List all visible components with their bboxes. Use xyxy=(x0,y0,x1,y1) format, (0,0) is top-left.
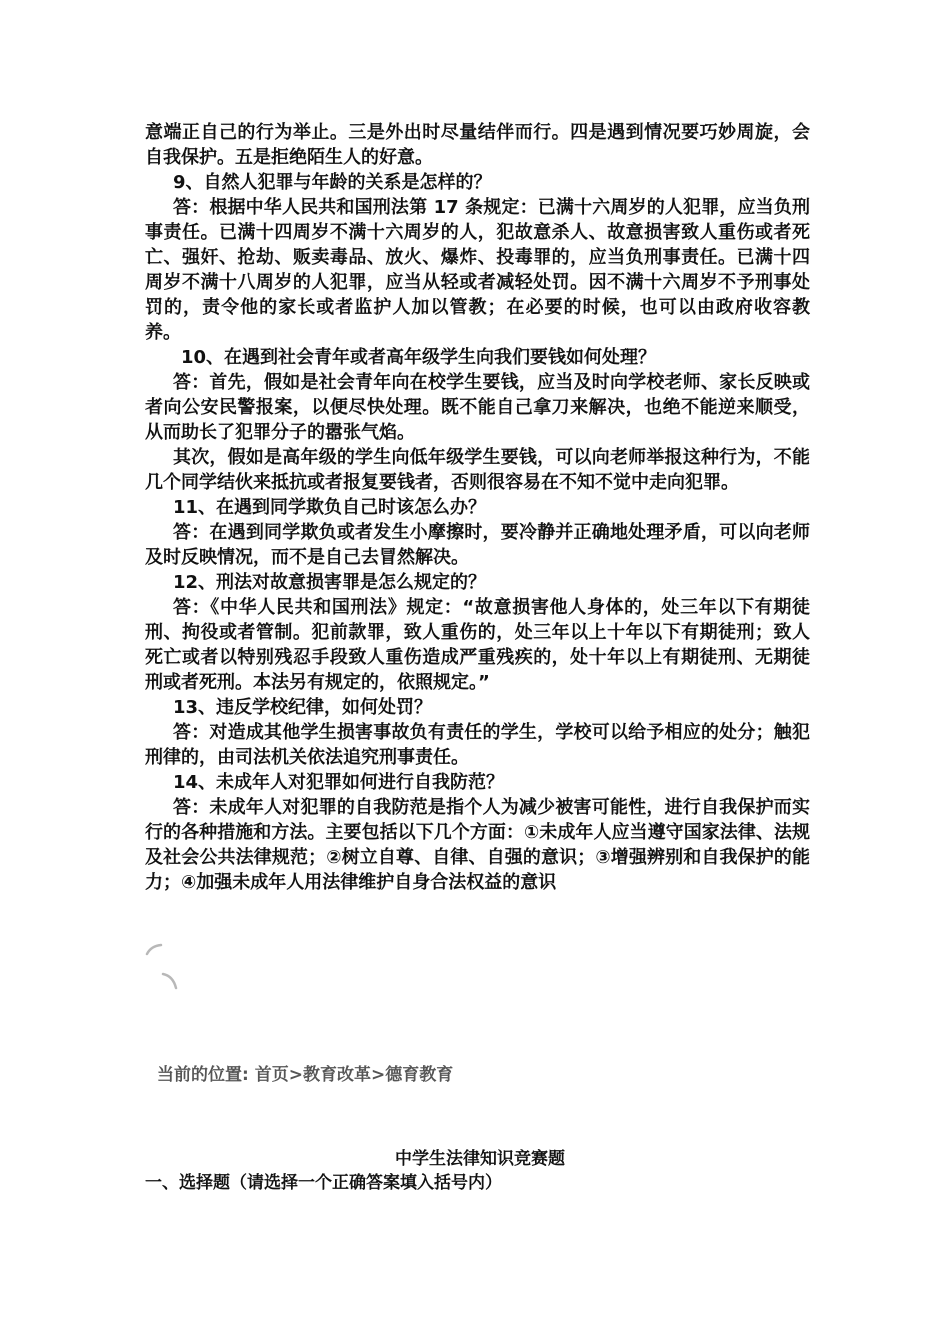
answer-9: 答：根据中华人民共和国刑法第 17 条规定：已满十六周岁的人犯罪，应当负刑事责任。已满十四周岁不满十六周岁的人，犯故意杀人、故意损害致人重伤或者死亡、强奸、抢劫、贩卖毒品、放火、爆炸、投毒罪的，应当负刑事责任。已满十四周岁不满十八周岁的人犯罪，应当从轻或者减轻处罚。因不满十六周岁不予刑事处罚的，责令他的家长或者监护人加以管教；在必要的时候，也可以由政府收容教养。 xyxy=(145,197,810,343)
answer-11: 答：在遇到同学欺负或者发生小摩擦时，要冷静并正确地处理矛盾，可以向老师及时反映情况，而不是自己去冒然解决。 xyxy=(145,522,810,568)
breadcrumb: 当前的位置: 首页>教育改革>德育教育 xyxy=(157,1065,454,1085)
question-13: 13、违反学校纪律，如何处罚？ xyxy=(173,697,433,718)
question-9: 9、自然人犯罪与年龄的关系是怎样的？ xyxy=(173,172,492,193)
paragraph-continuation: 意端正自己的行为举止。三是外出时尽量结伴而行。四是遇到情况要巧妙周旋，会自我保护。五是拒绝陌生人的好意。 xyxy=(145,122,810,168)
answer-12: 答：《中华人民共和国刑法》规定：“故意损害他人身体的，处三年以下有期徒刑、拘役或者管制。犯前款罪，致人重伤的，处三年以上十年以下有期徒刑；致人死亡或者以特别残忍手段致人重伤造成严重残疾的，处十年以上有期徒刑、无期徒刑或者死刑。本法另有规定的，依照规定。” xyxy=(145,597,810,693)
question-14: 14、未成年人对犯罪如何进行自我防范？ xyxy=(173,772,505,793)
answer-13: 答：对造成其他学生损害事故负有责任的学生，学校可以给予相应的处分；触犯刑律的，由司法机关依法追究刑事责任。 xyxy=(145,722,810,768)
page-title-text: 中学生法律知识竞赛题 xyxy=(395,1149,565,1169)
question-10: 10、在遇到社会青年或者高年级学生向我们要钱如何处理？ xyxy=(181,347,657,368)
page-title xyxy=(0,1147,950,1171)
question-11: 11、在遇到同学欺负自己时该怎么办？ xyxy=(173,497,487,518)
answer-14: 答：未成年人对犯罪的自我防范是指个人为减少被害可能性，进行自我保护而实行的各种措施和方法。主要包括以下几个方面：①未成年人应当遵守国家法律、法规及社会公共法律规范；②树立自尊、自律、自强的意识；③增强辨别和自我保护的能力；④加强未成年人用法律维护自身合法权益的意识 xyxy=(145,797,810,893)
answer-10-part-1: 答：首先，假如是社会青年向在校学生要钱，应当及时向学校老师、家长反映或者向公安民警报案，以便尽快处理。既不能自己拿刀来解决，也绝不能逆来顺受，从而助长了犯罪分子的嚣张气焰。 xyxy=(145,372,810,443)
answer-10-part-2: 其次，假如是高年级的学生向低年级学生要钱，可以向老师举报这种行为，不能几个同学结伙来抵抗或者报复要钱者，否则很容易在不知不觉中走向犯罪。 xyxy=(145,447,810,493)
document-body xyxy=(145,120,810,895)
corner-mark-icon xyxy=(143,942,183,992)
question-12: 12、刑法对故意损害罪是怎么规定的？ xyxy=(173,572,487,593)
section-heading: 一、选择题（请选择一个正确答案填入括号内） xyxy=(145,1173,502,1193)
